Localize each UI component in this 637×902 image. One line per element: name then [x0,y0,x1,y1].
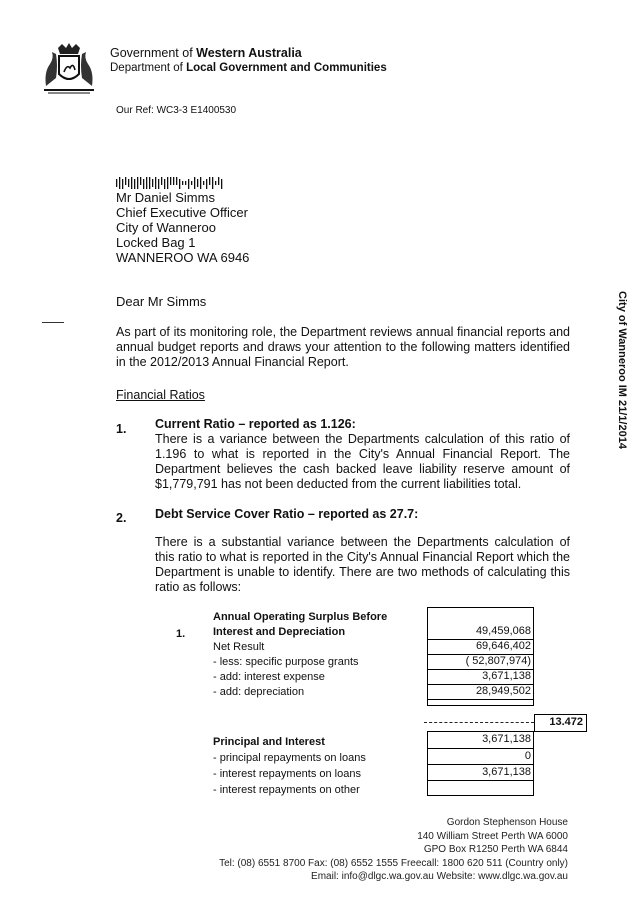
surplus-row-label: - add: interest expense [213,671,325,683]
section-heading: Financial Ratios [116,388,205,402]
footer-contact: Email: info@dlgc.wa.gov.au Website: www.dlgc.wa.gov.au [311,871,568,882]
recipient-block [116,190,249,265]
surplus-row-value: 69,646,402 [475,640,531,652]
surplus-total: 49,459,068 [475,625,531,637]
surplus-row-label: Net Result [213,641,265,653]
footer-phones: Tel: (08) 6551 8700 Fax: (08) 6552 1555 Freecall: 1800 620 511 (Country only) [219,857,568,869]
footer-address [150,816,568,884]
row-divider [427,748,534,749]
item-2-body: There is a substantial variance between the Departments calculation of this ratio to what is reported in the City's Annual Financial Report which the Department is unable to identify. There are two methods of calculating this ratio as follows: [155,535,570,594]
row-divider [427,699,534,700]
surplus-row-label: - add: depreciation [213,686,305,698]
letterhead-line-1: Government of Western Australia [110,46,302,60]
reference: Our Ref: WC3-3 E1400530 [116,105,237,116]
principal-row-label: - principal repayments on loans [213,752,366,764]
row-divider [427,780,534,781]
item-1-heading: Current Ratio – reported as 1.126: [155,417,356,431]
principal-total: 3,671,138 [482,733,531,745]
surplus-row-label: - less: specific purpose grants [213,656,359,668]
recipient-title: Chief Executive Officer [116,205,248,220]
row-divider [427,764,534,765]
surplus-row-value: ( 52,807,974) [465,655,531,667]
salutation: Dear Mr Simms [116,294,207,309]
surplus-row-value: 28,949,502 [475,685,531,697]
principal-heading: Principal and Interest [213,736,325,748]
recipient-org: City of Wanneroo [116,220,216,235]
intro-paragraph: As part of its monitoring role, the Department reviews annual financial reports and annual budget reports and draws your attention to the following matters identified in the 2012/2013 Annual Financial Report. [116,325,570,369]
margin-stamp-text: City of Wanneroo IM 21/1/2014 [616,291,628,449]
punch-mark [42,322,64,323]
surplus-heading-1: Annual Operating Surplus Before [213,611,388,623]
recipient-address-1: Locked Bag 1 [116,235,196,250]
method-number: 1. [176,628,186,640]
item-2-number: 2. [116,511,127,525]
principal-row-label: - interest repayments on other [213,784,360,796]
fraction-divider [424,722,534,723]
margin-stamp [612,290,632,450]
item-1-number: 1. [116,422,127,436]
letterhead-line-2: Department of Local Government and Communities [110,62,387,74]
surplus-heading-2: Interest and Depreciation [213,626,346,638]
principal-row-label: - interest repayments on loans [213,768,361,780]
footer-street: 140 William Street Perth WA 6000 [417,830,568,842]
surplus-row-value: 3,671,138 [482,670,531,682]
footer-building: Gordon Stephenson House [446,817,568,828]
principal-row-value: 0 [524,750,531,762]
principal-row-value: 3,671,138 [482,766,531,778]
postal-barcode-icon [116,176,236,188]
item-2-heading: Debt Service Cover Ratio – reported as 27.7: [155,507,419,521]
ratio-result: 13.472 [549,716,583,728]
coat-of-arms-icon [40,42,98,96]
recipient-name: Mr Daniel Simms [116,190,215,205]
item-1-body: There is a variance between the Departments calculation of this ratio of 1.196 to what is reported in the City's Annual Financial Report. The Department believes the cash backed leave liability reserve amount of $1,779,791 has not been deducted from the current liabilities total. [155,432,570,491]
footer-po-box: GPO Box R1250 Perth WA 6844 [423,844,568,855]
recipient-address-2: WANNEROO WA 6946 [116,250,250,265]
